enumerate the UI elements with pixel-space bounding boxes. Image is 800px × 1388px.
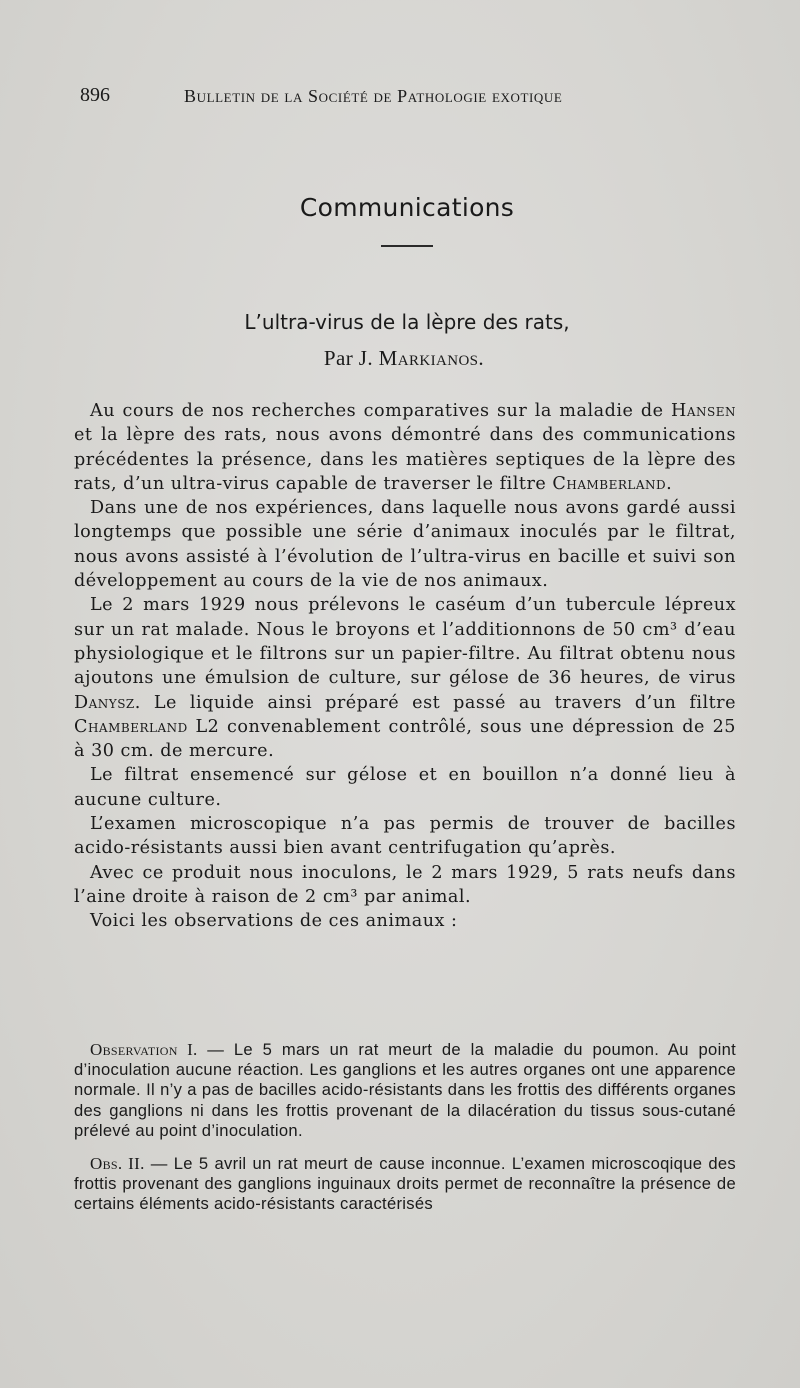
observation-1-lead: Observation I. bbox=[90, 1040, 198, 1059]
paragraph-6: Avec ce produit nous inoculons, le 2 mars 1929, 5 rats neufs dans l’aine droite à raison de 2 cm³ par animal. bbox=[74, 862, 736, 907]
observation-2 bbox=[74, 1154, 736, 1215]
paragraph-7: Voici les observations de ces animaux : bbox=[90, 911, 458, 932]
paragraph-1 bbox=[74, 399, 736, 496]
section-divider bbox=[381, 245, 433, 247]
paragraph-4: Le filtrat ensemencé sur gélose et en bouillon n’a donné lieu à aucune culture. bbox=[74, 765, 736, 810]
observation-1 bbox=[74, 1040, 736, 1141]
observation-2-text: — Le 5 avril un rat meurt de cause inconnue. L’examen microscoqique des frottis provenant des ganglions inguinaux droits permet de reconnaître la présence de certains éléments acido-résistants caractérisés bbox=[74, 1154, 736, 1214]
observation-2-lead: Obs. II. bbox=[90, 1154, 145, 1174]
paragraph-2: Dans une de nos expériences, dans laquelle nous avons gardé aussi longtemps que possible une série d’animaux inoculés par le filtrat, nous avons assisté à l’évolution de l’ultra-virus en bacille et suivi son développement au cours de la vie de nos animaux. bbox=[74, 498, 736, 592]
p3-text-a: Le 2 mars 1929 nous prélevons le caséum d’un tubercule lépreux sur un rat malade. Nous le broyons et l’additionnons de 50 cm³ d’eau physiologique et le filtrons sur un papier-filtre. Au filtrat obtenu nous ajoutons une émulsion de culture, sur gélose de 36 heures, de virus bbox=[74, 595, 736, 689]
paragraph-3 bbox=[74, 593, 736, 763]
p3-name-danysz: Danysz bbox=[74, 692, 135, 713]
running-header bbox=[80, 84, 730, 114]
p1-text-c: et la lèpre des rats, nous avons démontré dans des communications précédentes la présence, dans les matières septiques de la lèpre des rats, d’un ultra-virus capable de traverser le filtre bbox=[74, 425, 736, 494]
p1-name-chamberland: Chamberland. bbox=[552, 473, 673, 494]
journal-title: Bulletin de la Société de Pathologie exotique bbox=[184, 86, 563, 106]
section-title: Communications bbox=[299, 193, 515, 222]
article-body bbox=[74, 399, 736, 934]
article-title: L’ultra-virus de la lèpre des rats, bbox=[244, 310, 570, 334]
author-name: Markianos. bbox=[378, 346, 485, 370]
p3-name-chamberland: Chamberland bbox=[74, 716, 188, 737]
p1-name-hansen: Hansen bbox=[671, 401, 736, 421]
byline bbox=[0, 346, 800, 371]
observations bbox=[74, 1040, 736, 1228]
page-number: 896 bbox=[80, 84, 110, 106]
byline-prefix: Par J. bbox=[323, 346, 379, 370]
p1-text-a: Au cours de nos recherches comparatives sur la maladie de bbox=[90, 401, 671, 421]
observation-1-text: — Le 5 mars un rat meurt de la maladie du poumon. Au point d’inoculation aucune réaction. Les ganglions et les autres organes ont une apparence normale. Il n’y a pas de bacilles acido-résistants dans les frottis des différents organes des ganglions ni dans les frottis provenant de la dilacération du tissus sous-cutané prélevé au point d’inoculation. bbox=[74, 1040, 737, 1140]
p3-text-c: . Le liquide ainsi préparé est passé au travers d’un filtre bbox=[134, 692, 736, 713]
p3-text-e: L2 convenablement contrôlé, sous une dépression de 25 à 30 cm. de mercure. bbox=[74, 716, 736, 762]
paragraph-5: L’examen microscopique n’a pas permis de trouver de bacilles acido-résistants aussi bien avant centrifugation qu’après. bbox=[74, 814, 736, 859]
